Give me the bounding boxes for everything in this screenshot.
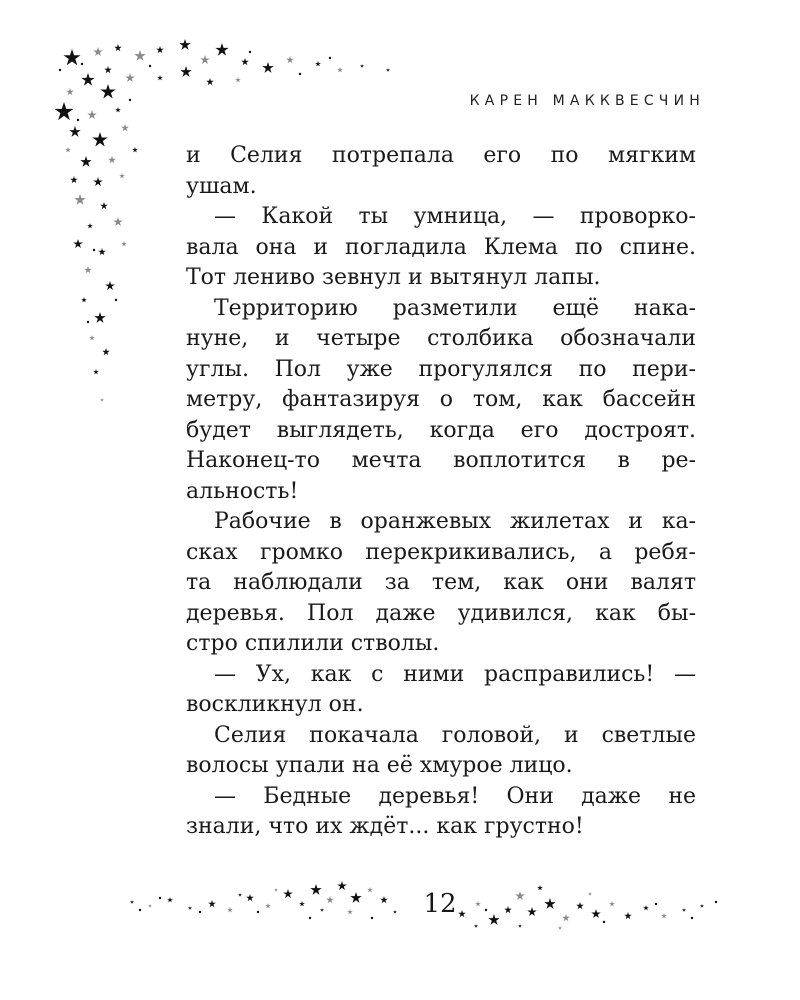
text-line: сках громко перекрикивались, а ребя- [186, 539, 696, 565]
text-line: Тот лениво зевнул и вытянул лапы. [186, 265, 601, 290]
running-head-author: КАРЕН МАККВЕСЧИН [469, 93, 705, 109]
text-line: та наблюдали за тем, как они валят [186, 570, 696, 595]
body-text [186, 141, 696, 843]
text-line: стро спилили стволы. [186, 631, 440, 656]
text-line: Рабочие в оранжевых жилетах и ка- [214, 509, 696, 534]
text-line: альность! [186, 478, 299, 504]
text-line: углы. Пол уже прогулялся по пери- [186, 356, 696, 382]
text-line: — Бедные деревья! Они даже не [214, 783, 696, 809]
page-number: 12 [423, 889, 457, 919]
text-line: метру, фантазируя о том, как бассейн [186, 387, 696, 412]
text-line: ушам. [186, 173, 257, 199]
text-line: вала она и погладила Клема по спине. [186, 234, 696, 260]
text-line: деревья. Пол даже удивился, как бы- [186, 600, 696, 626]
text-line: воскликнул он. [186, 692, 364, 717]
text-line: Селия покачала головой, и светлые [214, 722, 696, 748]
text-line: — Ух, как с ними расправились! — [214, 661, 696, 687]
text-line: и Селия потрепала его по мягким [186, 143, 696, 168]
text-line: Территорию разметили ещё нака- [214, 295, 696, 321]
text-line: — Какой ты умница, — проворко- [214, 204, 696, 229]
text-line: волосы упали на её хмурое лицо. [186, 753, 573, 778]
text-line: нуне, и четыре столбика обозначали [186, 326, 696, 351]
text-line: Наконец-то мечта воплотится в ре- [186, 448, 696, 473]
text-line: будет выглядеть, когда его достроят. [186, 417, 696, 443]
text-line: знали, что их ждёт... как грустно! [186, 814, 584, 839]
